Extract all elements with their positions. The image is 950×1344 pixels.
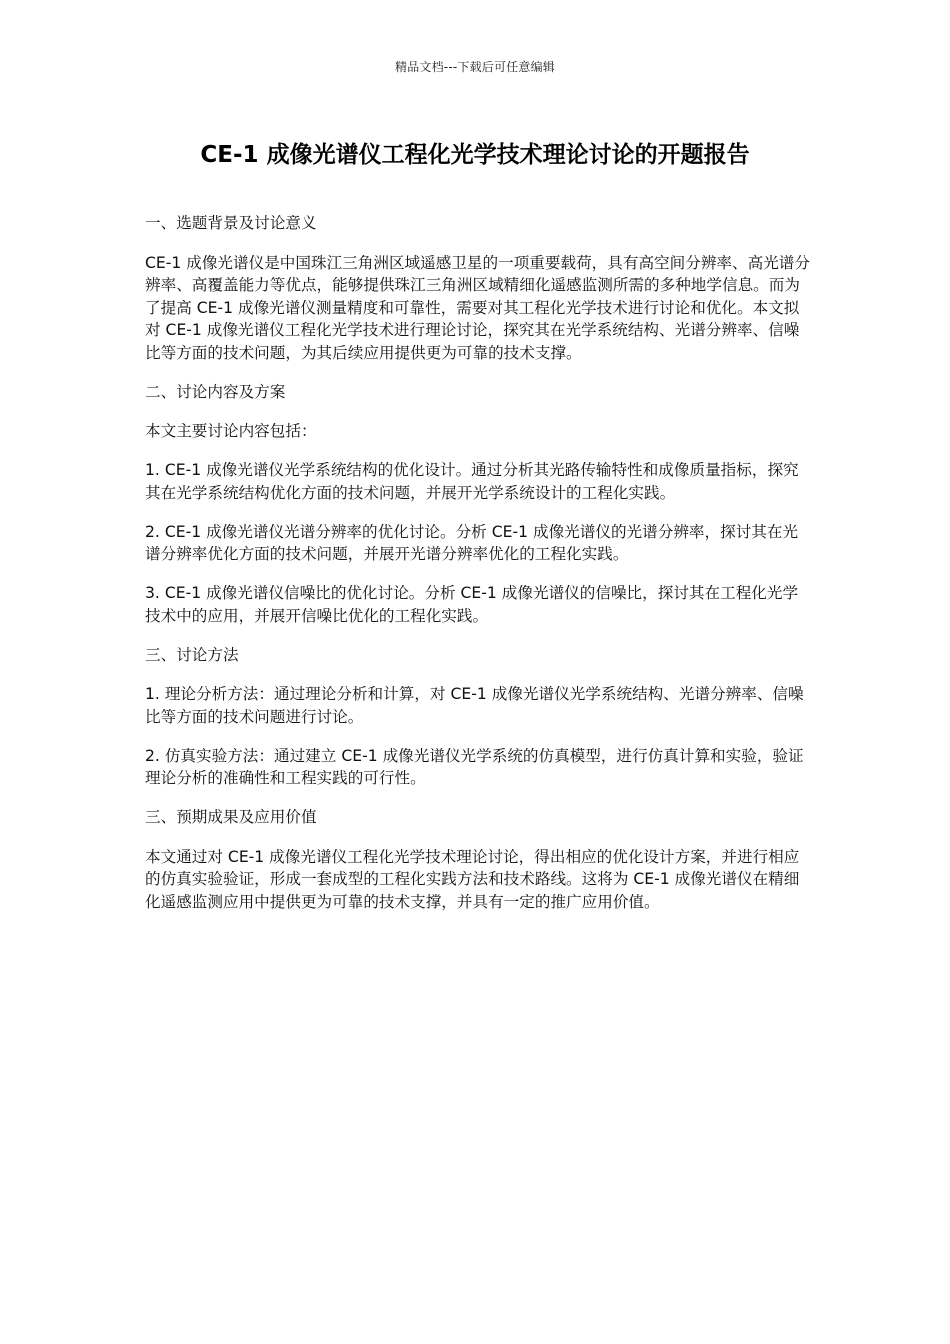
section-heading-outcomes: 三、预期成果及应用价值 xyxy=(145,808,317,826)
document-title: CE-1 成像光谱仪工程化光学技术理论讨论的开题报告 xyxy=(200,142,750,168)
header-note: 精品文档---下载后可任意编辑 xyxy=(395,60,555,74)
list-item-content-1: 1. CE-1 成像光谱仪光学系统结构的优化设计。通过分析其光路传输特性和成像质量指标，探究其在光学系统结构优化方面的技术问题，并展开光学系统设计的工程化实践。 xyxy=(145,461,799,502)
paragraph-content-intro: 本文主要讨论内容包括： xyxy=(145,422,317,440)
list-item-method-2: 2. 仿真实验方法：通过建立 CE-1 成像光谱仪光学系统的仿真模型，进行仿真计算和实验，验证理论分析的准确性和工程实践的可行性。 xyxy=(145,746,804,787)
section-heading-content: 二、讨论内容及方案 xyxy=(145,382,286,401)
paragraph-background: CE-1 成像光谱仪是中国珠江三角洲区域遥感卫星的一项重要载荷，具有高空间分辨率、高光谱分辨率、高覆盖能力等优点，能够提供珠江三角洲区域精细化遥感监测所需的多种地学信息。而为了提高 CE-1 成像光谱仪测量精度和可靠性，需要对其工程化光学技术进行讨论和优化。本文拟对 CE-1 成像光谱仪工程化光学技术进行理论讨论，探究其在光学系统结构、光谱分辨率、信噪比等方面的技术问题，为其后续应用提供更为可靠的技术支撑。 xyxy=(145,253,810,362)
list-item-content-2: 2. CE-1 成像光谱仪光谱分辨率的优化讨论。分析 CE-1 成像光谱仪的光谱分辨率，探讨其在光谱分辨率优化方面的技术问题，并展开光谱分辨率优化的工程化实践。 xyxy=(145,522,799,563)
document-body xyxy=(145,212,813,930)
list-item-method-1: 1. 理论分析方法：通过理论分析和计算，对 CE-1 成像光谱仪光学系统结构、光谱分辨率、信噪比等方面的技术问题进行讨论。 xyxy=(145,685,804,726)
section-heading-background: 一、选题背景及讨论意义 xyxy=(145,214,317,232)
list-item-content-3: 3. CE-1 成像光谱仪信噪比的优化讨论。分析 CE-1 成像光谱仪的信噪比，探讨其在工程化光学技术中的应用，并展开信噪比优化的工程化实践。 xyxy=(145,584,799,625)
paragraph-outcomes: 本文通过对 CE-1 成像光谱仪工程化光学技术理论讨论，得出相应的优化设计方案，并进行相应的仿真实验验证，形成一套成型的工程化实践方法和技术路线。这将为 CE-1 成像光谱仪在精细化遥感监测应用中提供更为可靠的技术支撑，并具有一定的推广应用价值。 xyxy=(145,847,800,911)
section-heading-methods: 三、讨论方法 xyxy=(145,645,239,664)
